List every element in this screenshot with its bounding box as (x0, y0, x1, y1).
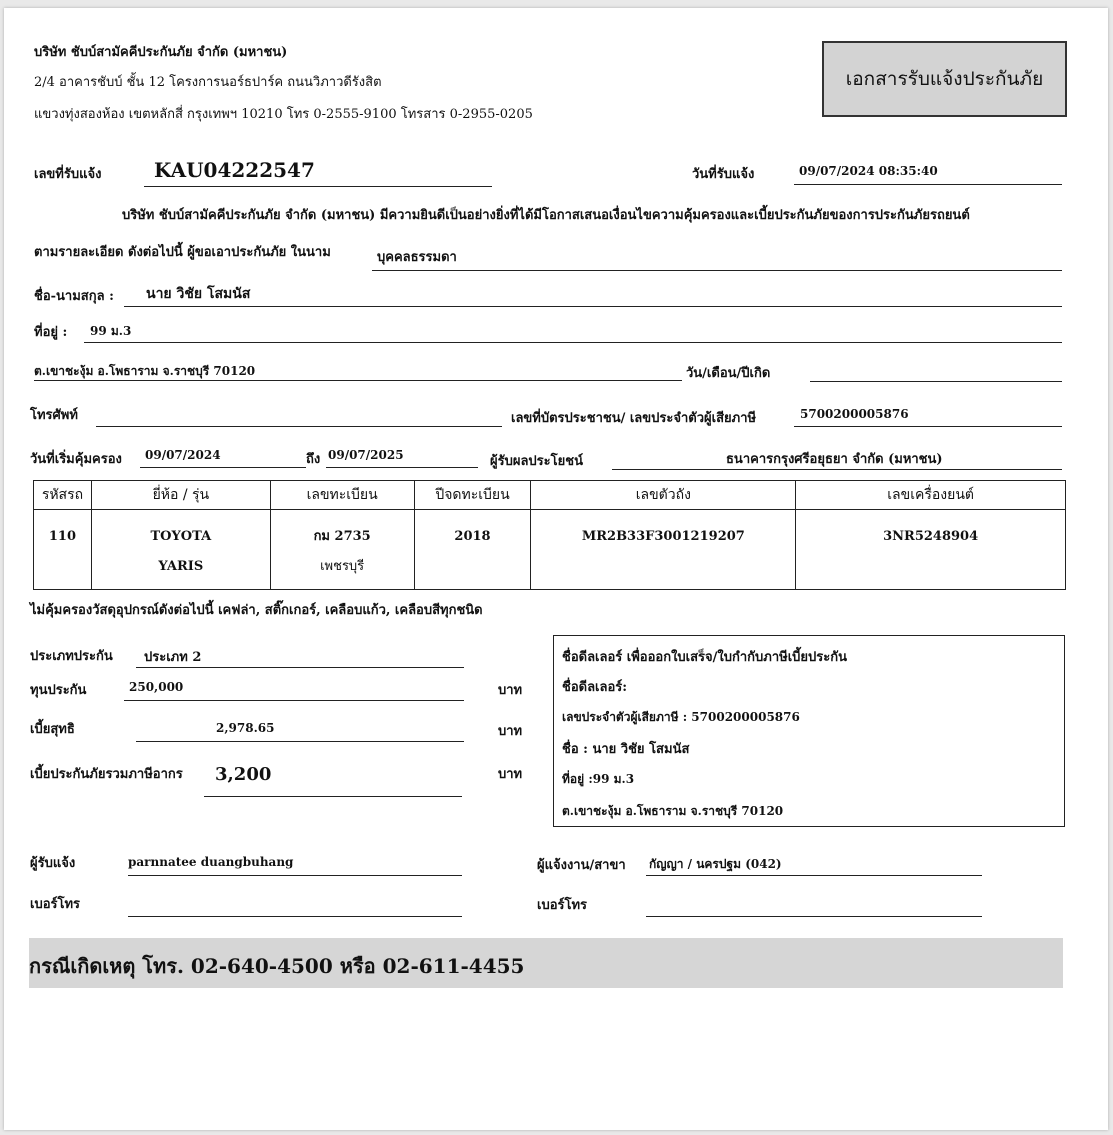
sum-insured-underline (124, 700, 464, 701)
table-row (34, 510, 1066, 590)
emergency-banner (29, 938, 1063, 988)
cell-engine: 3NR5248904 (796, 510, 1066, 590)
header-chassis: เลขตัวถัง (531, 481, 796, 510)
cell-car-code: 110 (34, 510, 92, 590)
insurance-notice-page (4, 8, 1108, 1130)
header-engine: เลขเครื่องยนต์ (796, 481, 1066, 510)
receiver-label: ผู้รับแจ้ง (30, 856, 76, 871)
net-premium-label: เบี้ยสุทธิ (30, 722, 75, 737)
dealer-address: ที่อยู่ :99 ม.3 (562, 772, 635, 786)
cell-chassis: MR2B33F3001219207 (531, 510, 796, 590)
insured-type-value: บุคคลธรรมดา (377, 250, 457, 265)
dealer-box (553, 635, 1065, 827)
name-label: ชื่อ-นามสกุล : (34, 289, 114, 304)
net-premium-unit: บาท (498, 724, 523, 739)
receiver-phone-label: เบอร์โทร (30, 897, 81, 912)
cell-model: YARIS (158, 559, 204, 574)
beneficiary-value: ธนาคารกรุงศรีอยุธยา จำกัด (มหาชน) (726, 452, 943, 467)
dob-underline (810, 381, 1062, 382)
company-address-2: แขวงทุ่งสองห้อง เขตหลักสี่ กรุงเทพฯ 10210 โทร 0-2555-9100 โทรสาร 0-2955-0205 (34, 107, 533, 122)
total-premium-underline (204, 796, 462, 797)
total-premium-value: 3,200 (215, 764, 272, 785)
intro-line-2: ตามรายละเอียด ดังต่อไปนี้ ผู้ขอเอาประกันภัย ในนาม (34, 245, 331, 260)
receiver-underline (128, 875, 462, 876)
insurance-type-label: ประเภทประกัน (30, 649, 113, 664)
name-underline (124, 306, 1062, 307)
address-underline (84, 342, 1062, 343)
receiver-value: parnnatee duangbuhang (128, 855, 294, 869)
net-premium-underline (136, 741, 464, 742)
dealer-person-name: ชื่อ : นาย วิชัย โสมนัส (562, 742, 690, 757)
exclusion-note: ไม่คุ้มครองวัสดุอุปกรณ์ดังต่อไปนี้ เคฟล่า, สติ๊กเกอร์, เคลือบแก้ว, เคลือบสีทุกชนิด (30, 603, 483, 618)
document-title: เอกสารรับแจ้งประกันภัย (822, 41, 1067, 117)
net-premium-value: 2,978.65 (216, 721, 275, 735)
dob-label: วัน/เดือน/ปีเกิด (686, 366, 771, 381)
notify-no-label: เลขที่รับแจ้ง (34, 167, 102, 182)
address-line-2-underline (34, 380, 682, 381)
cell-brand-model (91, 510, 270, 590)
notify-no-underline (144, 186, 492, 187)
end-date-value: 09/07/2025 (328, 448, 404, 462)
sum-insured-label: ทุนประกัน (30, 683, 87, 698)
phone-underline (96, 426, 502, 427)
dealer-name-label: ชื่อดีลเลอร์: (562, 680, 628, 695)
emergency-phone-text: กรณีเกิดเหตุ โทร. 02-640-4500 หรือ 02-611-4455 (29, 954, 525, 978)
start-date-underline (140, 467, 306, 468)
header-reg-year: ปีจดทะเบียน (414, 481, 531, 510)
address-label: ที่อยู่ : (34, 325, 68, 340)
notify-date-value: 09/07/2024 08:35:40 (799, 164, 938, 178)
notify-date-underline (794, 184, 1062, 185)
vehicle-table-header (34, 481, 1066, 510)
reporter-underline (646, 875, 982, 876)
beneficiary-label: ผู้รับผลประโยชน์ (490, 454, 583, 469)
to-label: ถึง (306, 452, 321, 467)
address-value: 99 ม.3 (90, 324, 132, 338)
reporter-phone-label: เบอร์โทร (537, 898, 588, 913)
header-plate: เลขทะเบียน (270, 481, 414, 510)
end-date-underline (326, 467, 478, 468)
cell-plate-province: เพชรบุรี (320, 559, 365, 574)
address-line-2: ต.เขาชะงุ้ม อ.โพธาราม จ.ราชบุรี 70120 (34, 364, 256, 378)
cell-brand: TOYOTA (150, 529, 212, 544)
start-date-label: วันที่เริ่มคุ้มครอง (30, 452, 122, 467)
id-underline (794, 426, 1062, 427)
start-date-value: 09/07/2024 (145, 448, 221, 462)
total-premium-label: เบี้ยประกันภัยรวมภาษีอากร (30, 767, 183, 782)
id-label: เลขที่บัตรประชาชน/ เลขประจำตัวผู้เสียภาษี (511, 411, 757, 426)
header-car-code: รหัสรถ (34, 481, 92, 510)
dealer-tax-id: เลขประจำตัวผู้เสียภาษี : 5700200005876 (562, 710, 800, 724)
insured-type-underline (372, 270, 1062, 271)
phone-label: โทรศัพท์ (30, 408, 78, 423)
sum-insured-value: 250,000 (129, 680, 184, 694)
cell-plate-number: กม 2735 (313, 529, 371, 544)
company-address-1: 2/4 อาคารชับบ์ ชั้น 12 โครงการนอร์ธปาร์ค ถนนวิภาวดีรังสิต (34, 75, 382, 90)
cell-reg-year: 2018 (414, 510, 531, 590)
name-value: นาย วิชัย โสมนัส (146, 286, 251, 302)
sum-insured-unit: บาท (498, 683, 523, 698)
insurance-type-value: ประเภท 2 (144, 650, 202, 665)
dealer-title: ชื่อดีลเลอร์ เพื่อออกใบเสร็จ/ใบกำกับภาษีเบี้ยประกัน (562, 650, 848, 665)
company-name: บริษัท ชับบ์สามัคคีประกันภัย จำกัด (มหาชน) (34, 45, 288, 60)
total-premium-unit: บาท (498, 767, 523, 782)
reporter-label: ผู้แจ้งงาน/สาขา (537, 858, 626, 873)
notify-date-label: วันที่รับแจ้ง (692, 167, 755, 182)
receiver-phone-underline (128, 916, 462, 917)
id-value: 5700200005876 (800, 407, 909, 421)
dealer-address-2: ต.เขาชะงุ้ม อ.โพธาราม จ.ราชบุรี 70120 (562, 804, 784, 818)
reporter-value: กัญญา / นครปฐม (042) (649, 857, 782, 871)
intro-line-1: บริษัท ชับบ์สามัคคีประกันภัย จำกัด (มหาชน) มีความยินดีเป็นอย่างยิ่งที่ได้มีโอกาสเสนอเงื่อนไขความคุ้มครองและเบี้ยประกันภัยของการประกันภัยรถยนต์ (122, 208, 970, 223)
beneficiary-underline (612, 469, 1062, 470)
notify-no-value: KAU04222547 (154, 158, 315, 182)
cell-plate (270, 510, 414, 590)
insurance-type-underline (136, 667, 464, 668)
vehicle-table (33, 480, 1066, 590)
reporter-phone-underline (646, 916, 982, 917)
header-brand-model: ยี่ห้อ / รุ่น (91, 481, 270, 510)
